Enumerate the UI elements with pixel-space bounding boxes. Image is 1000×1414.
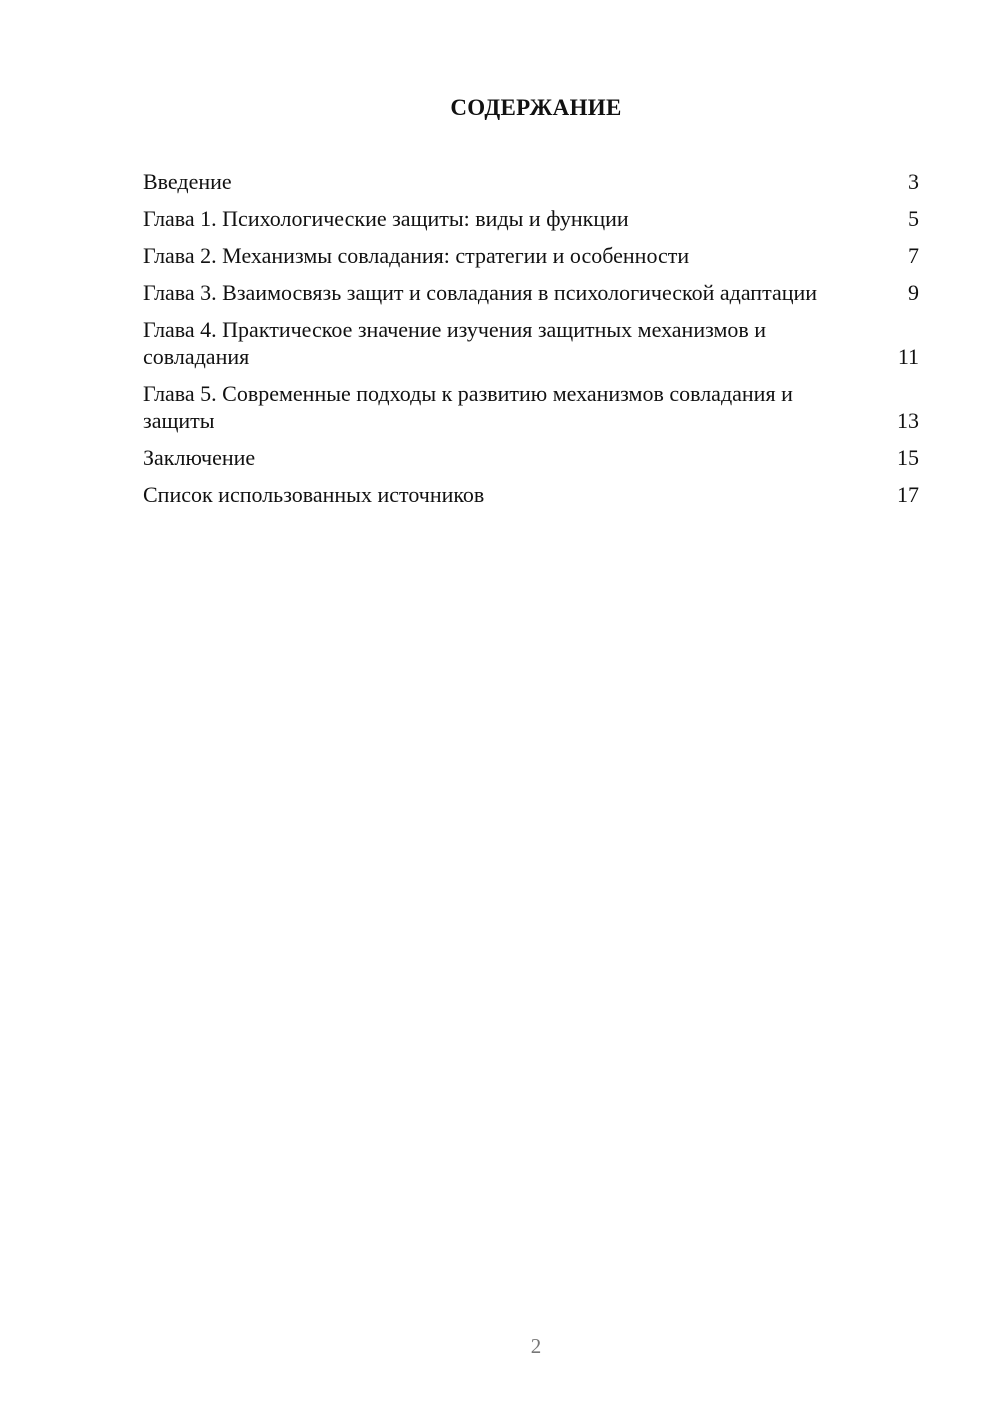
toc-entry-page: 17 xyxy=(897,482,919,507)
toc-entry-page: 5 xyxy=(908,206,919,231)
toc-entry-text: Заключение xyxy=(143,445,256,470)
toc-entry-page: 13 xyxy=(897,408,919,433)
page-title: СОДЕРЖАНИЕ xyxy=(450,95,622,120)
toc-entry xyxy=(143,242,919,269)
toc-entry-text: Введение xyxy=(143,169,232,194)
toc-entry xyxy=(143,168,919,195)
toc-entry xyxy=(143,481,919,508)
toc-entry xyxy=(143,380,919,434)
toc-entry-page: 9 xyxy=(908,280,919,305)
table-of-contents xyxy=(143,168,919,518)
toc-entry-page: 3 xyxy=(908,169,919,194)
toc-entry-text: Глава 5. Современные подходы к развитию механизмов совладания и защиты xyxy=(143,381,793,433)
toc-entry-page: 11 xyxy=(897,344,919,369)
toc-entry-text: Глава 3. Взаимосвязь защит и совладания в психологической адаптации xyxy=(143,280,818,305)
toc-entry-text: Глава 2. Механизмы совладания: стратегии и особенности xyxy=(143,243,690,268)
toc-entry xyxy=(143,279,919,306)
toc-entry-text: Глава 1. Психологические защиты: виды и функции xyxy=(143,206,629,231)
toc-entry-page: 7 xyxy=(908,243,919,268)
page-number: 2 xyxy=(530,1334,542,1358)
toc-entry xyxy=(143,316,919,370)
toc-entry-text: Список использованных источников xyxy=(143,482,485,507)
toc-entry xyxy=(143,444,919,471)
toc-entry-page: 15 xyxy=(897,445,919,470)
toc-entry xyxy=(143,205,919,232)
toc-entry-text: Глава 4. Практическое значение изучения защитных механизмов и совладания xyxy=(143,317,767,369)
